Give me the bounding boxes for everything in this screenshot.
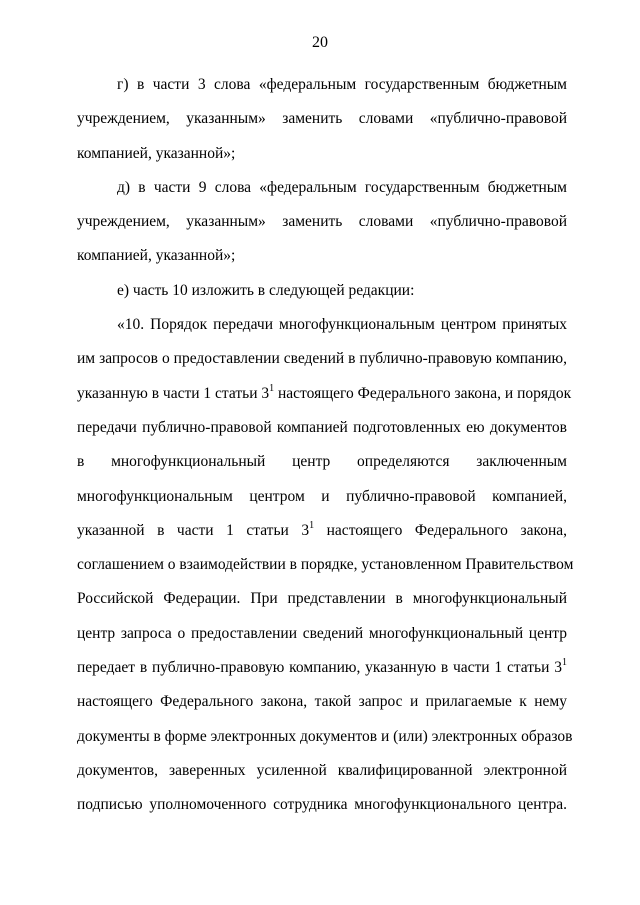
text-line	[77, 651, 567, 685]
text-line	[77, 411, 567, 445]
text-line	[77, 582, 567, 616]
text-line	[77, 137, 567, 171]
text-line	[77, 685, 567, 719]
line-text: документов, заверенных усиленной квалифицированной электронной	[77, 761, 567, 779]
text-line	[77, 480, 567, 514]
text-line	[77, 720, 573, 754]
line-text: настоящего Федерального закона, такой запрос и прилагаемые к нему	[77, 693, 567, 711]
line-text: многофункциональным центром и публично-правовой компанией,	[77, 487, 567, 505]
text-line	[77, 102, 567, 136]
text-line	[77, 239, 567, 273]
text-line	[77, 377, 572, 411]
superscript-article-number: 1	[562, 657, 567, 669]
line-text-continued: настоящего Федерального закона, и порядок	[274, 384, 572, 402]
text-line	[77, 308, 567, 342]
line-text: документы в форме электронных документов и (или) электронных образов	[77, 727, 573, 745]
text-line	[77, 548, 574, 582]
text-line	[77, 68, 567, 102]
line-text: передает в публично-правовую компанию, указанную в части 1 статьи 3	[77, 659, 562, 677]
line-text: указанной в части 1 статьи 3	[77, 521, 310, 539]
line-text-continued: настоящего Федерального закона,	[314, 521, 568, 539]
line-text: подписью уполномоченного сотрудника многофункционального центра.	[77, 796, 567, 814]
line-text: «10. Порядок передачи многофункциональным центром принятых	[117, 316, 567, 334]
text-line	[77, 171, 567, 205]
document-body	[77, 68, 574, 823]
line-text: центр запроса о предоставлении сведений многофункциональный центр	[77, 624, 567, 642]
superscript-article-number: 1	[269, 382, 275, 394]
text-line	[77, 342, 567, 376]
text-line	[77, 788, 567, 822]
line-text: указанную в части 1 статьи 3	[77, 384, 270, 402]
line-text: компанией, указанной»;	[77, 247, 236, 265]
superscript-article-number: 1	[309, 519, 315, 531]
page-number: 20	[312, 34, 328, 51]
line-text: г) в части 3 слова «федеральным государственным бюджетным	[117, 76, 567, 93]
text-line	[77, 754, 567, 788]
line-text: компанией, указанной»;	[77, 144, 236, 162]
line-text: учреждением, указанным» заменить словами «публично-правовой	[77, 110, 567, 128]
text-line	[77, 617, 567, 651]
line-text: им запросов о предоставлении сведений в публично-правовую компанию,	[77, 350, 567, 368]
line-text: соглашением о взаимодействии в порядке, установленном Правительством	[77, 556, 574, 574]
text-line	[77, 274, 567, 308]
text-line	[77, 205, 567, 239]
text-line	[77, 514, 567, 548]
line-text: передачи публично-правовой компанией подготовленных ею документов	[77, 418, 567, 436]
line-text: в многофункциональный центр определяются заключенным	[77, 453, 567, 471]
line-text: учреждением, указанным» заменить словами «публично-правовой	[77, 213, 567, 231]
line-text: е) часть 10 изложить в следующей редакции:	[117, 281, 415, 299]
text-line	[77, 445, 567, 479]
line-text: Российской Федерации. При представлении в многофункциональный	[77, 590, 567, 608]
line-text: д) в части 9 слова «федеральным государственным бюджетным	[117, 178, 567, 196]
